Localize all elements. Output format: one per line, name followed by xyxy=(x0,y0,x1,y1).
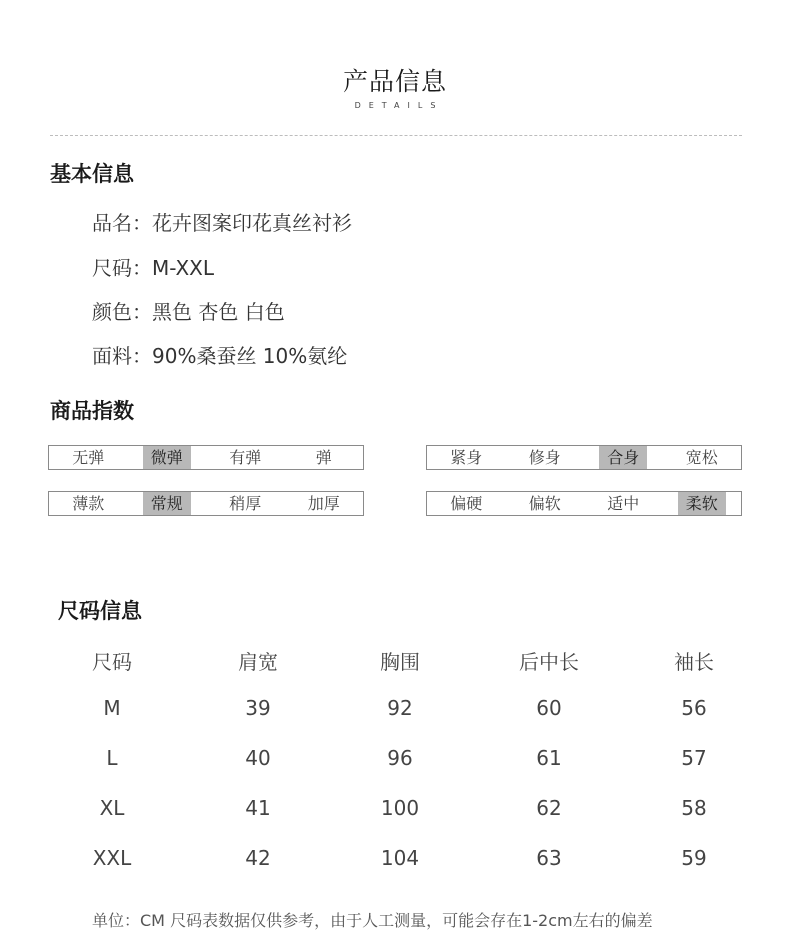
thickness-scale xyxy=(48,491,364,516)
table-header-cell: 尺码 xyxy=(92,650,132,674)
table-cell: 59 xyxy=(681,846,707,870)
table-cell: 57 xyxy=(681,746,707,770)
scale-option: 微弹 xyxy=(128,446,207,469)
scale-option: 紧身 xyxy=(450,448,483,467)
scale-option: 常规 xyxy=(128,492,207,515)
scale-option: 有弹 xyxy=(229,448,262,467)
scale-option: 柔软 xyxy=(663,492,742,515)
table-cell: M xyxy=(103,696,121,720)
info-value: 花卉图案印花真丝衬衫 xyxy=(152,211,352,235)
table-cell: 56 xyxy=(681,696,707,720)
basic-info-heading: 基本信息 xyxy=(50,162,134,186)
table-cell: 62 xyxy=(536,796,562,820)
info-label: 品名： xyxy=(92,211,152,235)
table-header-cell: 肩宽 xyxy=(238,650,278,674)
info-row-size xyxy=(92,252,214,281)
table-cell: L xyxy=(106,746,118,770)
scale-option: 弹 xyxy=(315,448,332,467)
scale-option: 合身 xyxy=(584,446,663,469)
scale-option: 修身 xyxy=(528,448,561,467)
info-label: 面料： xyxy=(92,344,152,368)
table-header-cell: 袖长 xyxy=(674,650,714,674)
scale-option: 无弹 xyxy=(72,448,105,467)
table-header-cell: 后中长 xyxy=(519,650,579,674)
table-cell: 60 xyxy=(536,696,562,720)
table-cell: 61 xyxy=(536,746,562,770)
scale-option: 偏硬 xyxy=(450,494,483,513)
scale-option: 偏软 xyxy=(528,494,561,513)
scale-option: 加厚 xyxy=(307,494,340,513)
scale-option: 稍厚 xyxy=(229,494,262,513)
info-label: 尺码： xyxy=(92,256,152,280)
info-row-fabric xyxy=(92,340,347,369)
info-label: 颜色： xyxy=(92,300,152,324)
scale-option: 宽松 xyxy=(685,448,718,467)
table-cell: XXL xyxy=(92,846,132,870)
product-index-heading: 商品指数 xyxy=(50,399,134,423)
table-cell: 92 xyxy=(387,696,413,720)
table-header-cell: 胸围 xyxy=(380,650,420,674)
scale-option: 适中 xyxy=(607,494,640,513)
elasticity-scale xyxy=(48,445,364,470)
scale-option: 薄款 xyxy=(72,494,105,513)
table-cell: 39 xyxy=(245,696,271,720)
table-cell: 41 xyxy=(245,796,271,820)
table-cell: 40 xyxy=(245,746,271,770)
table-cell: 63 xyxy=(536,846,562,870)
info-row-name xyxy=(92,207,352,236)
table-cell: 100 xyxy=(380,796,420,820)
info-row-color xyxy=(92,296,285,325)
size-info-heading: 尺码信息 xyxy=(58,599,142,623)
softness-scale xyxy=(426,491,742,516)
table-cell: 96 xyxy=(387,746,413,770)
table-cell: 104 xyxy=(380,846,420,870)
fit-scale xyxy=(426,445,742,470)
info-value: M-XXL xyxy=(152,256,215,280)
page-subtitle: DETAILS xyxy=(354,101,444,110)
measurement-note: 单位：CM 尺码表数据仅供参考，由于人工测量，可能会存在1-2cm左右的偏差 xyxy=(92,911,653,930)
table-cell: 42 xyxy=(245,846,271,870)
table-cell: 58 xyxy=(681,796,707,820)
page-title: 产品信息 xyxy=(342,67,447,96)
table-cell: XL xyxy=(99,796,125,820)
dashed-divider xyxy=(50,135,742,136)
info-value: 90%桑蚕丝 10%氨纶 xyxy=(152,344,348,368)
info-value: 黑色 杏色 白色 xyxy=(152,300,285,324)
